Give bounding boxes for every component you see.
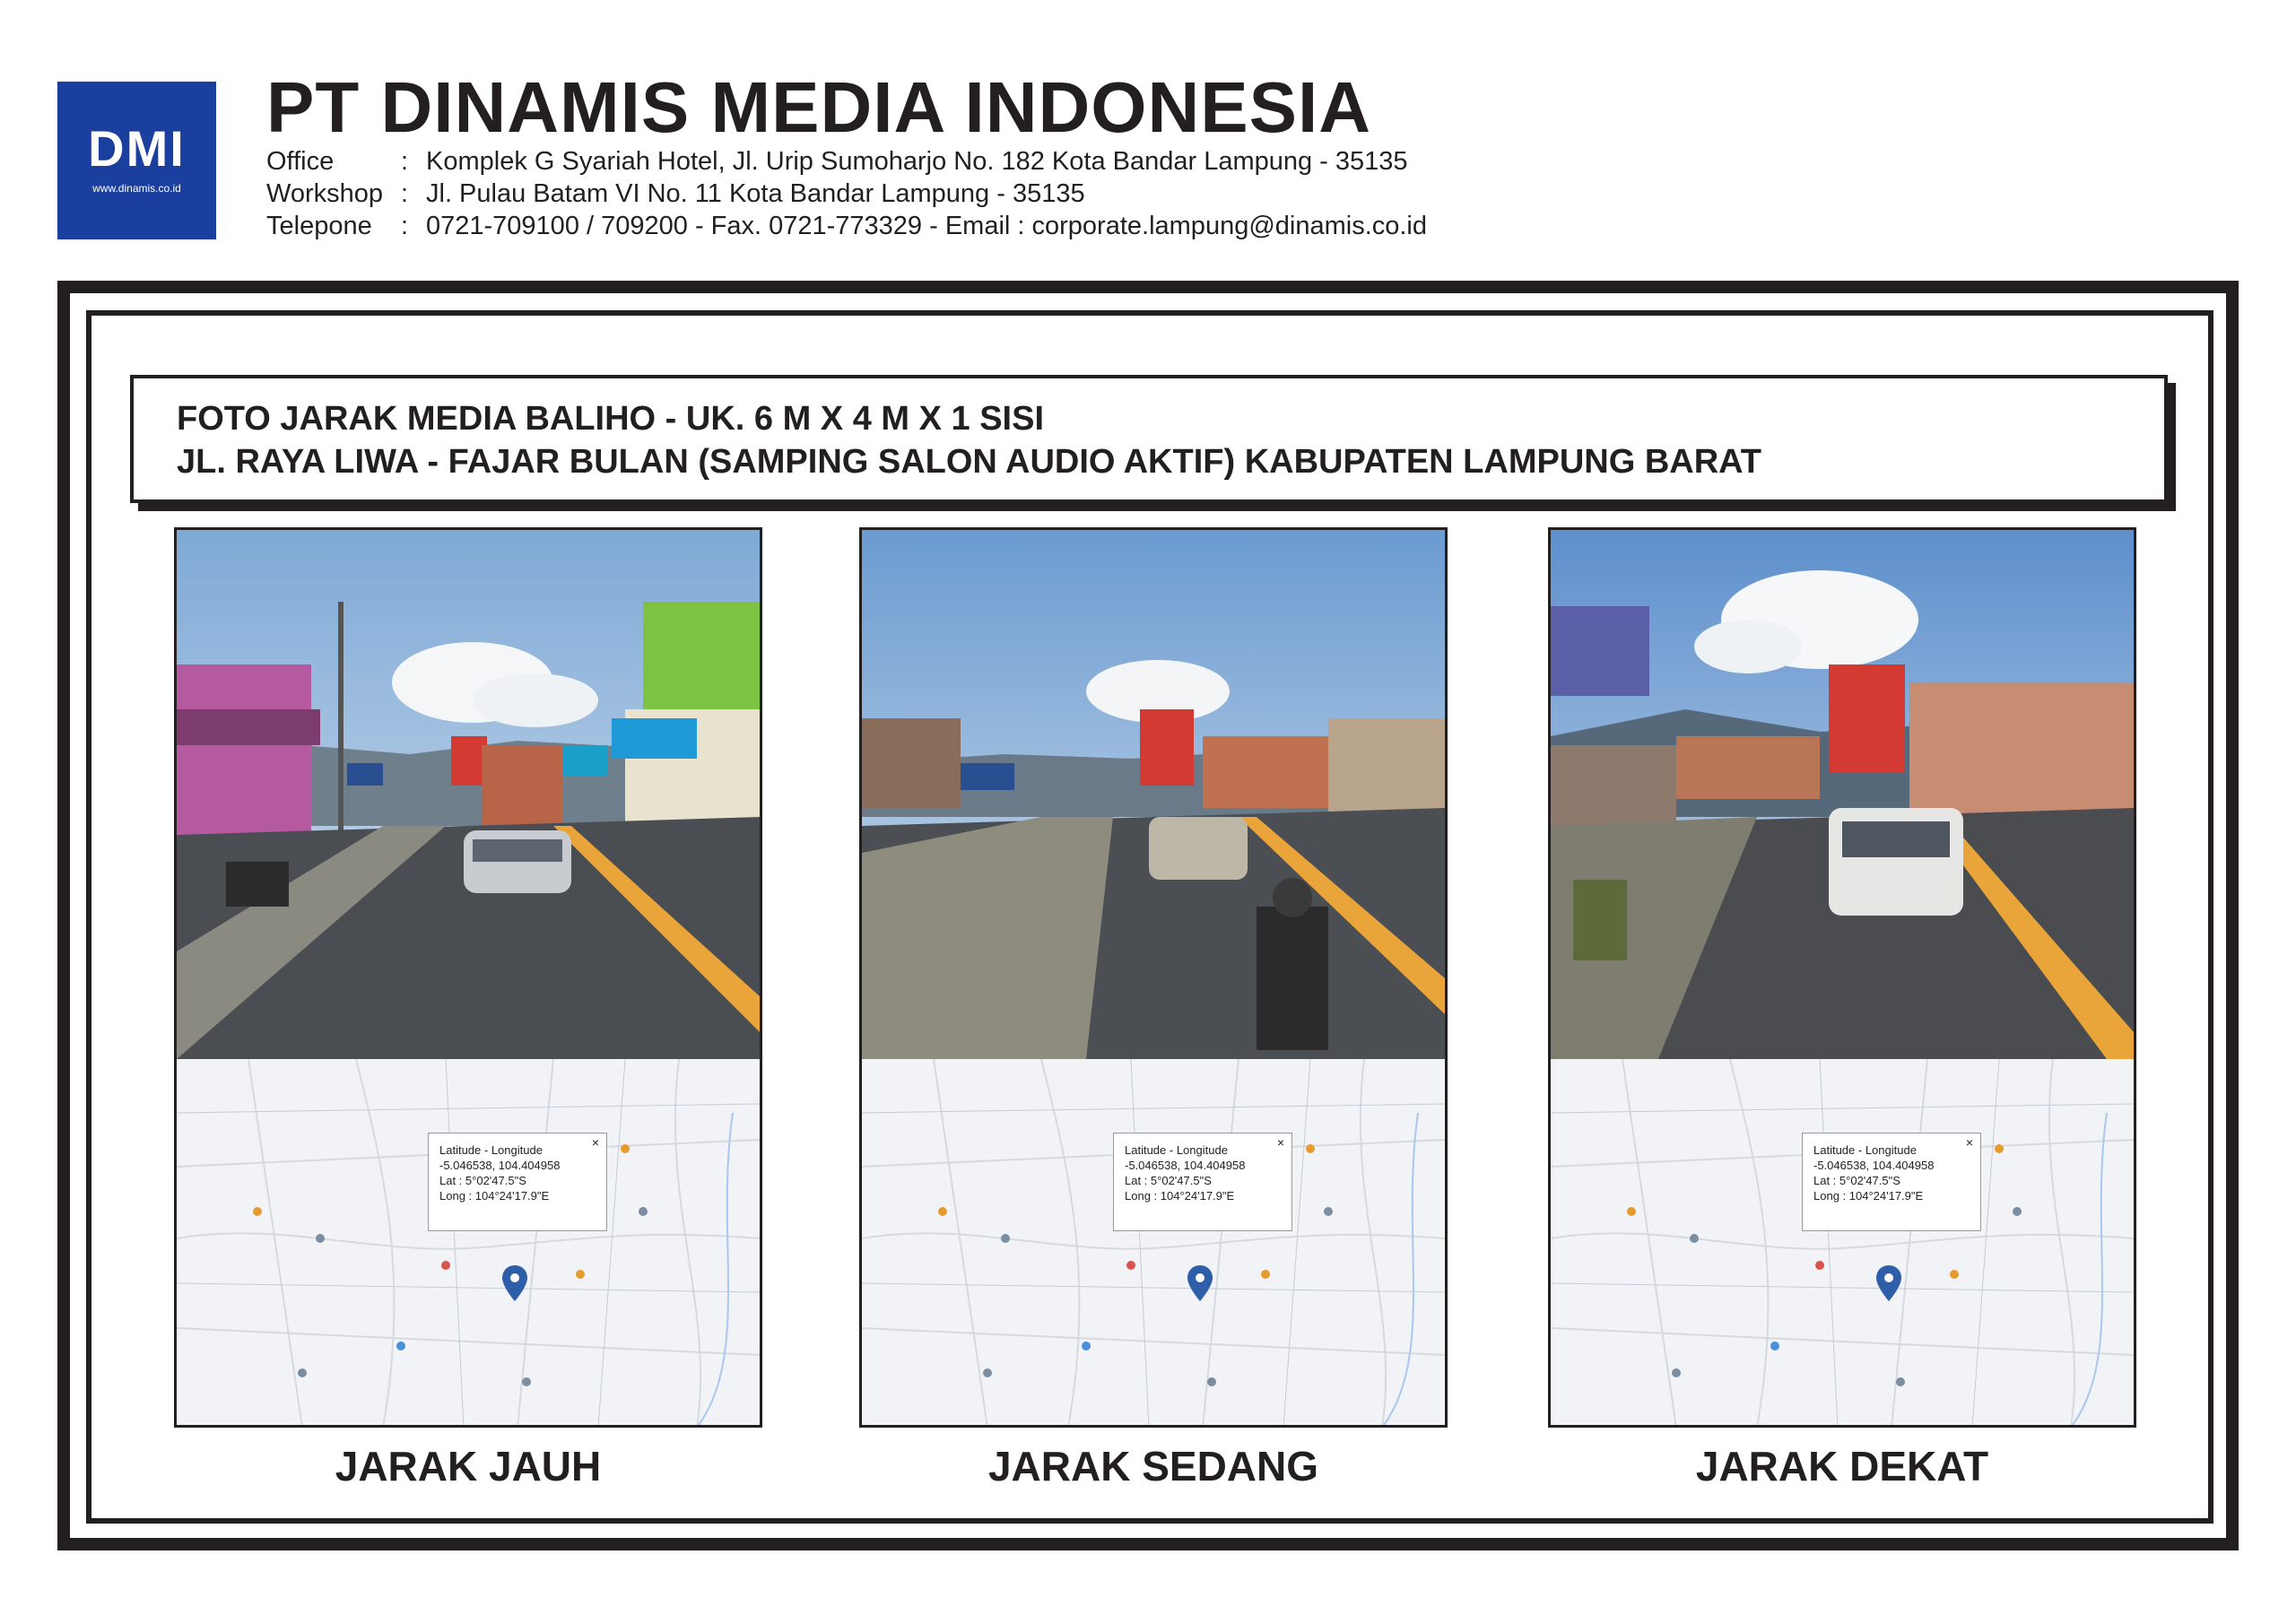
coordinate-popup — [1113, 1133, 1292, 1231]
panel-jarak-dekat — [1548, 527, 2136, 1428]
office-sep: : — [401, 147, 409, 176]
telepone-label: Telepone — [266, 212, 372, 240]
popup-heading: Latitude - Longitude — [439, 1143, 543, 1157]
popup-long: Long : 104°24'17.9"E — [439, 1189, 550, 1203]
caption-jarak-dekat: JARAK DEKAT — [1695, 1443, 1989, 1489]
office-value: Komplek G Syariah Hotel, Jl. Urip Sumoharjo No. 182 Kota Bandar Lampung - 35135 — [426, 147, 1408, 176]
workshop-value: Jl. Pulau Batam VI No. 11 Kota Bandar Lampung - 35135 — [426, 179, 1085, 208]
workshop-row — [266, 179, 1085, 209]
popup-long: Long : 104°24'17.9"E — [1125, 1189, 1235, 1203]
street-photo — [1551, 530, 2134, 1059]
popup-decimal: -5.046538, 104.404958 — [1125, 1159, 1246, 1172]
caption-jarak-sedang: JARAK SEDANG — [987, 1443, 1319, 1489]
popup-decimal: -5.046538, 104.404958 — [1813, 1159, 1935, 1172]
popup-heading: Latitude - Longitude — [1813, 1143, 1917, 1157]
popup-long: Long : 104°24'17.9"E — [1813, 1189, 1924, 1203]
telepone-row — [266, 212, 1427, 241]
logo-url: www.dinamis.co.id — [92, 182, 181, 195]
office-label: Office — [266, 147, 335, 176]
close-icon[interactable]: × — [1965, 1135, 1973, 1150]
workshop-sep: : — [401, 179, 409, 208]
title-line-1: FOTO JARAK MEDIA BALIHO - UK. 6 M X 4 M X 1 SISI — [177, 400, 1044, 438]
popup-lat: Lat : 5°02'47.5"S — [439, 1174, 526, 1187]
title-line-2: JL. RAYA LIWA - FAJAR BULAN (SAMPING SALON AUDIO AKTIF) KABUPATEN LAMPUNG BARAT — [177, 443, 1761, 481]
title-box — [130, 375, 2168, 503]
map-pin-icon — [1876, 1265, 1901, 1301]
company-name: PT DINAMIS MEDIA INDONESIA — [266, 67, 1371, 147]
telepone-value: 0721-709100 / 709200 - Fax. 0721-773329 - Email : corporate.lampung@dinamis.co.id — [426, 212, 1428, 240]
location-map — [1551, 1059, 2134, 1428]
close-icon[interactable]: × — [1276, 1135, 1284, 1150]
workshop-label: Workshop — [266, 179, 384, 208]
coordinate-popup — [428, 1133, 607, 1231]
coordinate-popup — [1802, 1133, 1981, 1231]
map-pin-icon — [1187, 1265, 1213, 1301]
popup-heading: Latitude - Longitude — [1125, 1143, 1228, 1157]
office-row — [266, 147, 1408, 177]
close-icon[interactable]: × — [591, 1135, 599, 1150]
popup-lat: Lat : 5°02'47.5"S — [1813, 1174, 1900, 1187]
street-photo — [862, 530, 1445, 1059]
street-photo — [177, 530, 760, 1059]
telepone-sep: : — [401, 212, 409, 240]
location-map — [177, 1059, 760, 1428]
company-logo — [57, 82, 216, 239]
popup-lat: Lat : 5°02'47.5"S — [1125, 1174, 1212, 1187]
panel-jarak-sedang — [859, 527, 1448, 1428]
location-map — [862, 1059, 1445, 1428]
caption-jarak-jauh: JARAK JAUH — [335, 1443, 602, 1489]
popup-decimal: -5.046538, 104.404958 — [439, 1159, 561, 1172]
panel-jarak-jauh — [174, 527, 762, 1428]
map-pin-icon — [502, 1265, 527, 1301]
logo-text: DMI — [88, 120, 186, 177]
